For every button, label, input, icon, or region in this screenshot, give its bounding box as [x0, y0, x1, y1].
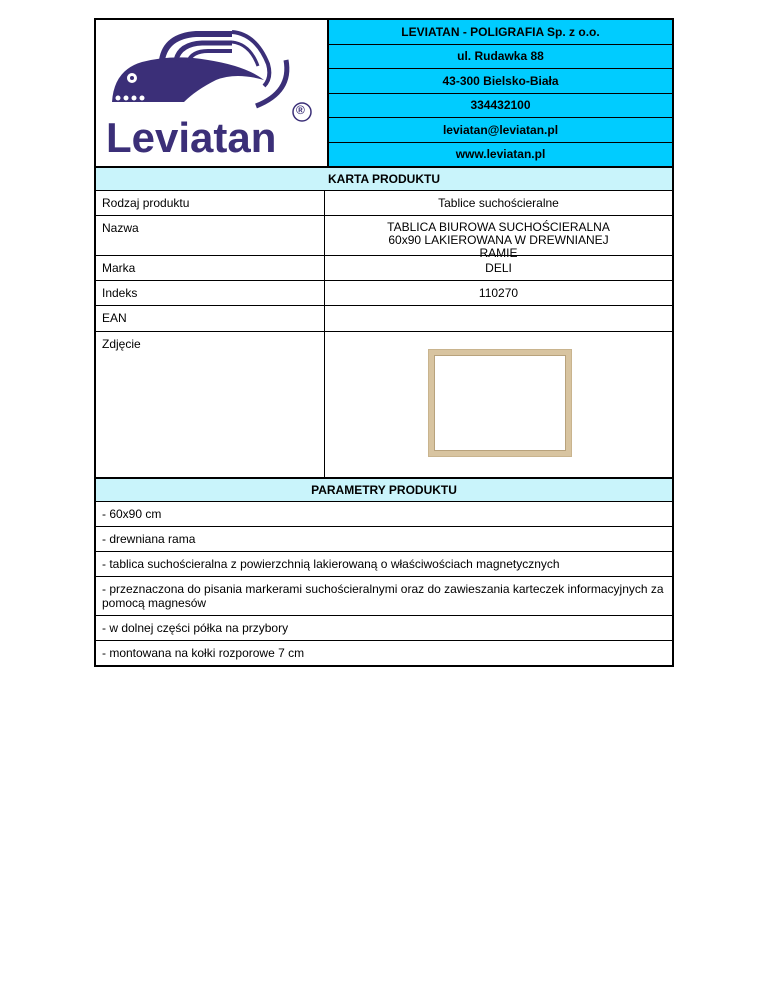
row-brand — [94, 256, 674, 281]
company-street: ul. Rudawka 88 — [329, 45, 672, 70]
param-item: - w dolnej części półka na przybory — [94, 616, 674, 641]
card-title: KARTA PRODUKTU — [94, 166, 674, 191]
row-value: TABLICA BIUROWA SUCHOŚCIERALNA 60x90 LAKIEROWANA W DREWNIANEJ RAMIE — [387, 220, 610, 260]
leviatan-logo — [96, 20, 329, 166]
row-label: Rodzaj produktu — [96, 191, 325, 215]
row-value: 110270 — [478, 286, 519, 300]
company-city: 43-300 Bielsko-Biała — [329, 69, 672, 94]
row-label: Nazwa — [96, 216, 325, 255]
row-photo — [94, 332, 674, 478]
whiteboard-image — [429, 350, 571, 456]
row-label: Marka — [96, 256, 325, 280]
header — [94, 18, 674, 166]
row-index — [94, 281, 674, 306]
product-card — [94, 18, 674, 667]
row-value: Tablice suchościeralne — [438, 196, 559, 210]
company-website[interactable]: www.leviatan.pl — [329, 143, 672, 167]
param-item: - drewniana rama — [94, 527, 674, 552]
row-product-type — [94, 191, 674, 216]
row-ean — [94, 306, 674, 332]
param-item: - tablica suchościeralna z powierzchnią lakierowaną o właściwościach magnetycznych — [94, 552, 674, 577]
param-item: - montowana na kołki rozporowe 7 cm — [94, 641, 674, 667]
company-name: LEVIATAN - POLIGRAFIA Sp. z o.o. — [329, 20, 672, 45]
registered-mark: ® — [296, 103, 305, 117]
param-item: - przeznaczona do pisania markerami suchościeralnymi oraz do zawieszania karteczek informacyjnych za pomocą magnesów — [94, 577, 674, 616]
logo-wordmark: Leviatan — [106, 114, 277, 161]
company-phone: 334432100 — [329, 94, 672, 119]
row-label: EAN — [96, 306, 325, 331]
params-title: PARAMETRY PRODUKTU — [94, 478, 674, 502]
param-item: - 60x90 cm — [94, 502, 674, 527]
company-info — [329, 20, 672, 166]
row-label: Zdjęcie — [96, 332, 325, 477]
product-photo — [325, 332, 672, 477]
row-value — [325, 306, 672, 331]
row-label: Indeks — [96, 281, 325, 305]
company-email[interactable]: leviatan@leviatan.pl — [329, 118, 672, 143]
row-name — [94, 216, 674, 260]
row-value: DELI — [485, 261, 512, 275]
